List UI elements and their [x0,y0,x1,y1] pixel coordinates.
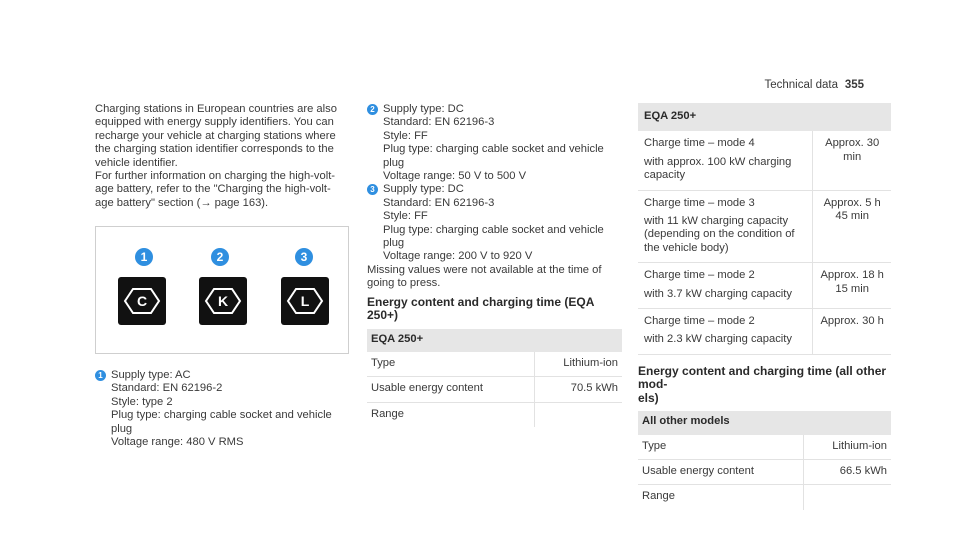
table-header: EQA 250+ [638,103,891,131]
energy-heading-eqa: Energy content and charging time (EQA 250+) [367,294,594,323]
hexagon-icon [199,277,247,325]
identifier-c-tile [118,277,166,325]
table-header: EQA 250+ [367,329,622,352]
identifier-figure [95,226,349,354]
column-2 [367,103,622,427]
number-badge: 1 [95,370,106,381]
table-row: Charge time – mode 3 with 11 kW charging capacity (depending on the condition of the vehicle body) Approx. 5 h 45 min [638,190,891,263]
item-3: 3 Supply type: DC Standard: EN 62196-3 Style: FF Plug type: charging cable socket and vehicle plug Voltage range: 200 V to 920 V [367,183,622,263]
number-badge: 2 [367,104,378,115]
table-row: Range [638,485,891,510]
table-row: Charge time – mode 4 with approx. 100 kW charging capacity Approx. 30 min [638,131,891,190]
table-row: Range [367,402,622,427]
table-row: Type Lithium-ion [367,352,622,377]
identifier-c-label: C [136,293,148,309]
table-row: Usable energy content 66.5 kWh [638,459,891,484]
number-badge: 3 [367,184,378,195]
identifier-k-label: K [217,293,229,309]
table-header: All other models [638,411,891,434]
energy-table-eqa [367,329,622,428]
energy-table-other [638,411,891,510]
identifier-k-tile [199,277,247,325]
item-1: 1 Supply type: AC Standard: EN 62196-2 Style: type 2 Plug type: charging cable socket and vehicle plug Voltage range: 480 V RMS [95,369,350,449]
table-row: Charge time – mode 2 with 2.3 kW charging capacity Approx. 30 h [638,309,891,355]
hexagon-icon [281,277,329,325]
energy-heading-other: Energy content and charging time (all other mod- els) [638,363,887,405]
info-paragraph: For further information on charging the high-volt- age battery, refer to the "Charging the high-volt- age battery" section (→ page 163). [95,170,336,209]
identifier-l-tile [281,277,329,325]
column-1 [95,103,350,210]
item-2: 2 Supply type: DC Standard: EN 62196-3 Style: FF Plug type: charging cable socket and vehicle plug Voltage range: 50 V to 500 V [367,103,622,183]
hexagon-icon [118,277,166,325]
column-3 [638,103,891,510]
callout-1: 1 [135,248,153,266]
intro-paragraph: Charging stations in European countries are also equipped with energy supply identifiers. You can recharge your vehicle at charging stations where the charging station identifier corresponds to the vehicle identifier. [95,103,337,169]
callout-3: 3 [295,248,313,266]
table-row: Usable energy content 70.5 kWh [367,377,622,402]
missing-values-note: Missing values were not available at the time of going to press. [367,263,602,290]
charge-time-table [638,103,891,355]
table-row: Charge time – mode 2 with 3.7 kW charging capacity Approx. 18 h 15 min [638,263,891,309]
section-title: Technical data [764,79,838,91]
table-row: Type Lithium-ion [638,435,891,460]
callout-2: 2 [211,248,229,266]
identifier-l-label: L [300,293,310,309]
page-number: 355 [844,79,864,91]
page-reference-link[interactable]: age battery" section (→ page 163). [95,196,269,209]
